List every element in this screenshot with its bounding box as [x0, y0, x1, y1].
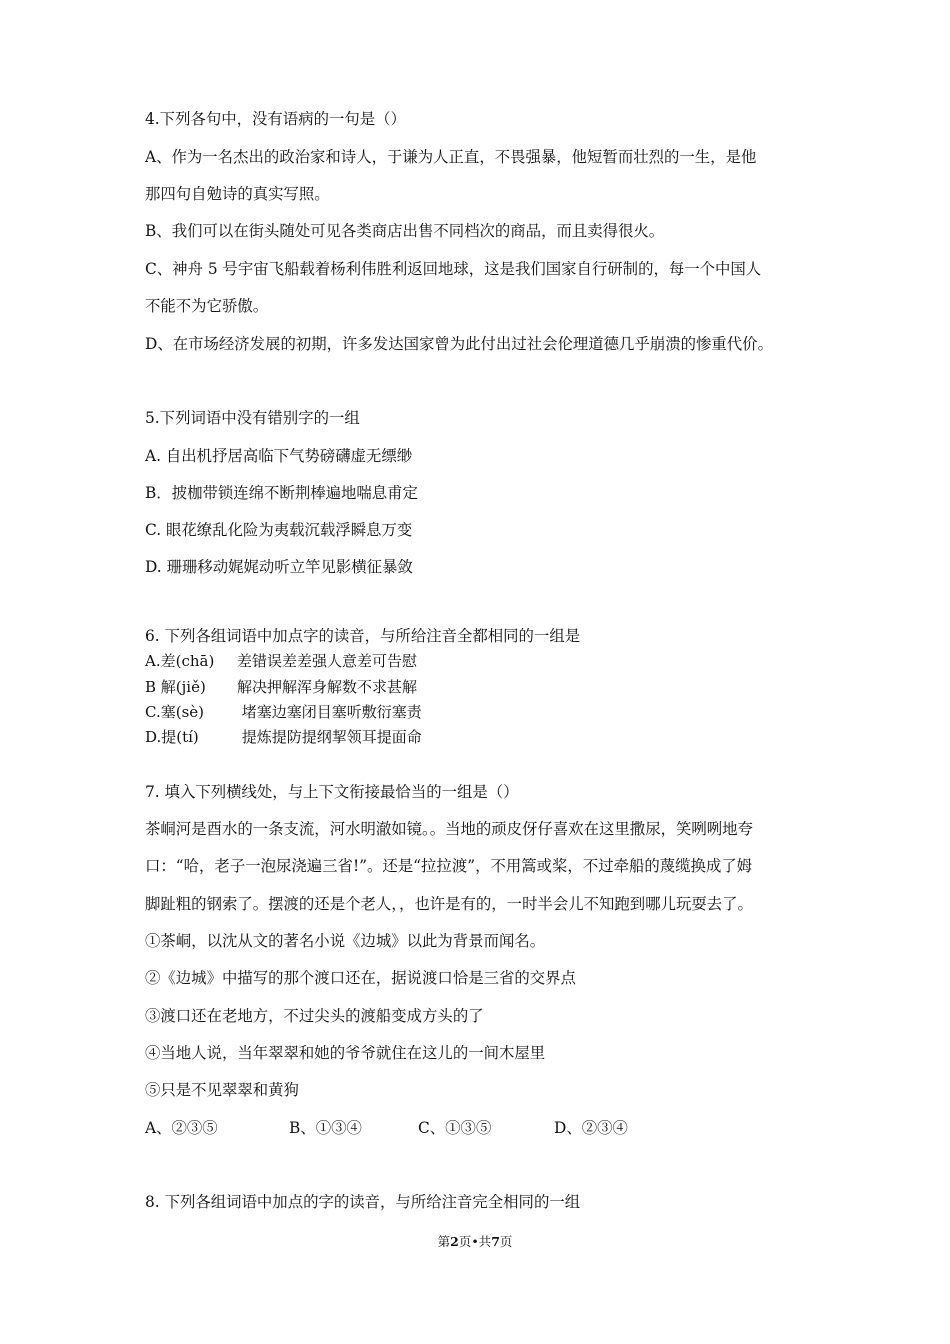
footer-total-pages: 7 [491, 1234, 500, 1249]
footer-page-number: 2 [450, 1234, 459, 1249]
page-footer [0, 1233, 950, 1251]
q7-item-5: ⑤只是不见翠翠和黄狗 [145, 1081, 299, 1099]
q7-stem: 7. 填入下列横线处，与上下文衔接最恰当的一组是（） [145, 783, 519, 801]
q7-passage-line1: 茶峒河是酉水的一条支流，河水明澈如镜。。当地的顽皮伢仔喜欢在这里撒尿，笑咧咧地夸 [145, 820, 753, 838]
q7-passage-line2: 口：“哈，老子一泡尿浇遍三省!”。还是“拉拉渡”，不用篙或桨，不过牵船的蔑缆换成了姆 [145, 857, 753, 875]
q7-item-2: ②《边城》中描写的那个渡口还在，据说渡口恰是三省的交界点 [145, 969, 576, 987]
q6-option-d-label: D.提(tí) [145, 728, 199, 746]
q6-option-c-label: C.塞(sè) [145, 703, 204, 721]
q4-option-a-line2: 那四句自勉诗的真实写照。 [145, 185, 330, 203]
q6-option-a-words: 差错误差差强人意差可告慰 [237, 652, 418, 670]
q4-stem: 4.下列各句中，没有语病的一句是（） [145, 110, 406, 128]
q4-option-c-line2: 不能不为它骄傲。 [145, 297, 269, 315]
q4-option-a-line1: A、作为一名杰出的政治家和诗人，于谦为人正直，不畏强暴，他短暂而壮烈的一生，是他 [145, 148, 757, 166]
q4-option-d: D、在市场经济发展的初期，许多发达国家曾为此付出过社会伦理道德几乎崩溃的惨重代价。 [145, 335, 773, 353]
q6-option-d-words: 提炼提防提纲挈领耳提面命 [237, 728, 422, 746]
q6-option-a-label: A.差(chā) [145, 652, 215, 670]
q7-answer-d: D、②③④ [554, 1119, 628, 1137]
q5-stem: 5.下列词语中没有错别字的一组 [145, 409, 360, 427]
q8-stem: 8. 下列各组词语中加点的字的读音，与所给注音完全相同的一组 [145, 1193, 581, 1211]
q7-answer-b: B、①③④ [289, 1119, 362, 1137]
q6-option-b [145, 677, 417, 697]
q7-answer-c: C、①③⑤ [418, 1119, 492, 1137]
footer-prefix: 第 [437, 1234, 451, 1249]
q6-option-b-words: 解决押解浑身解数不求甚解 [237, 678, 418, 696]
q5-option-d: D. 珊珊移动娓娓动听立竿见影横征暴敛 [145, 558, 413, 576]
q6-option-d [145, 727, 422, 747]
q6-option-a [145, 651, 417, 671]
footer-mid: 页•共 [458, 1234, 492, 1249]
q6-option-b-label: B 解(jiě) [145, 678, 206, 696]
q7-item-3: ③渡口还在老地方，不过尖头的渡船变成方头的了 [145, 1007, 484, 1025]
q6-stem: 6. 下列各组词语中加点字的读音，与所给注音全都相同的一组是 [145, 627, 581, 645]
footer-suffix: 页 [499, 1234, 513, 1249]
q6-option-c [145, 702, 422, 722]
q6-option-c-words: 堵塞边塞闭目塞听敷衍塞责 [237, 703, 422, 721]
q7-passage-line3: 脚趾粗的钢索了。摆渡的还是个老人，，也许是有的，一时半会儿不知跑到哪儿玩耍去了。 [145, 895, 753, 913]
q7-item-1: ①茶峒，以沈从文的著名小说《边城》以此为背景而闻名。 [145, 932, 546, 950]
q7-answer-a: A、②③⑤ [145, 1119, 218, 1137]
q4-option-c-line1: C、神舟 5 号宇宙飞船载着杨利伟胜利返回地球，这是我们国家自行研制的，每一个中国人 [145, 260, 762, 278]
q7-item-4: ④当地人说，当年翠翠和她的爷爷就住在这儿的一间木屋里 [145, 1044, 546, 1062]
q5-option-c: C. 眼花缭乱化险为夷载沉载浮瞬息万变 [145, 521, 413, 539]
q4-option-b: B、我们可以在街头随处可见各类商店出售不同档次的商品，而且卖得很火。 [145, 222, 665, 240]
q5-option-a: A. 自出机抒居高临下气势磅礴虚无缥缈 [145, 447, 413, 465]
q5-option-b: B．披枷带锁连绵不断荆棒遍地喘息甫定 [145, 484, 418, 502]
